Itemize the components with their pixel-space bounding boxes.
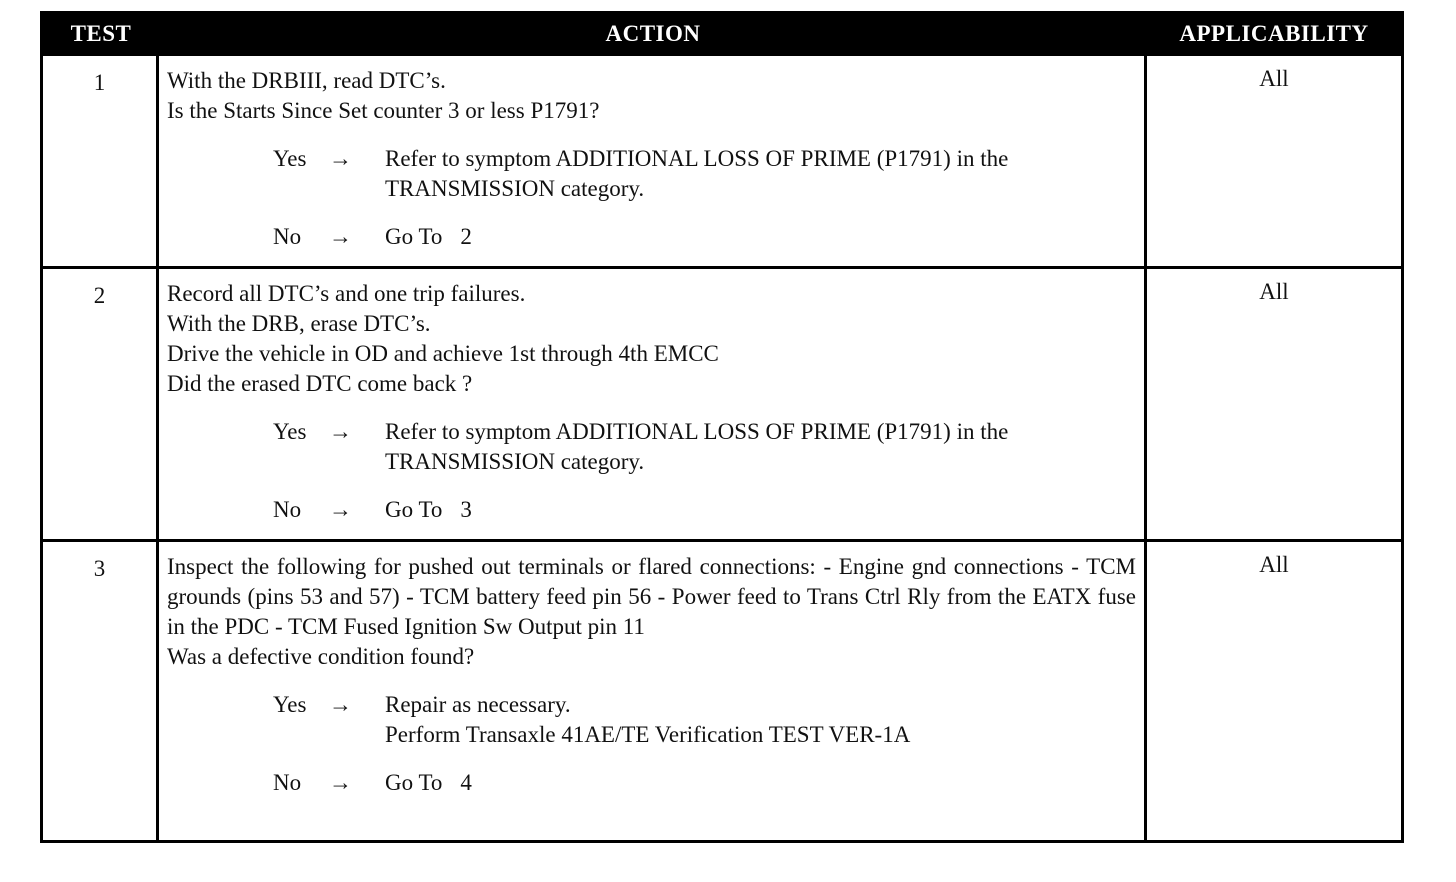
- yes-text: Refer to symptom ADDITIONAL LOSS OF PRIME (P1791) in the: [385, 419, 1009, 444]
- no-answer: [167, 222, 1136, 252]
- instruction-line: Is the Starts Since Set counter 3 or less P1791?: [167, 98, 600, 123]
- table-header: [43, 14, 1401, 53]
- arrow-icon: →: [329, 692, 352, 717]
- yes-label: Yes: [273, 692, 307, 717]
- instruction-line: Drive the vehicle in OD and achieve 1st through 4th EMCC: [167, 341, 719, 366]
- header-action: ACTION: [605, 20, 701, 46]
- yes-text: Repair as necessary.: [385, 692, 571, 717]
- diagnostic-test-table: [40, 11, 1404, 843]
- arrow-icon: →: [329, 770, 352, 795]
- yes-label: Yes: [273, 146, 307, 171]
- goto-target: 2: [460, 224, 472, 249]
- applicability-value: All: [1259, 66, 1289, 91]
- yes-label: Yes: [273, 419, 307, 444]
- arrow-icon: →: [329, 224, 352, 249]
- yes-text: Perform Transaxle 41AE/TE Verification TEST VER-1A: [385, 722, 911, 747]
- yes-text: Refer to symptom ADDITIONAL LOSS OF PRIME (P1791) in the: [385, 146, 1009, 171]
- no-label: No: [273, 770, 302, 795]
- arrow-icon: →: [329, 146, 352, 171]
- instruction-line: Did the erased DTC come back ?: [167, 371, 473, 396]
- no-label: No: [273, 497, 302, 522]
- goto-text: Go To: [385, 497, 443, 522]
- goto-text: Go To: [385, 224, 443, 249]
- inspection-paragraph: Inspect the following for pushed out terminals or flared connections: - Engine gnd connections - TCM grounds (pins 53 and 57) - TCM battery feed pin 56 - Power feed to Trans Ctrl Rly from the EATX fuse in the PDC - TCM Fused Ignition Sw Output pin 11: [167, 554, 1136, 639]
- no-answer: [167, 768, 1136, 798]
- action-cell: [159, 269, 1147, 539]
- goto-target: 4: [460, 770, 472, 795]
- yes-answer: [167, 417, 1136, 477]
- action-cell: [159, 56, 1147, 266]
- yes-answer: [167, 144, 1136, 204]
- test-number: 2: [43, 269, 159, 539]
- no-answer: [167, 495, 1136, 525]
- header-test: TEST: [70, 20, 132, 46]
- table-row: [43, 539, 1401, 840]
- table-row: [43, 266, 1401, 539]
- arrow-icon: →: [329, 419, 352, 444]
- applicability-value: All: [1259, 552, 1289, 577]
- instruction-line: Was a defective condition found?: [167, 644, 475, 669]
- instruction-line: Record all DTC’s and one trip failures.: [167, 281, 526, 306]
- goto-target: 3: [460, 497, 472, 522]
- table-row: [43, 53, 1401, 266]
- action-cell: [159, 542, 1147, 840]
- yes-answer: [167, 690, 1136, 750]
- instruction-line: With the DRB, erase DTC’s.: [167, 311, 431, 336]
- no-label: No: [273, 224, 302, 249]
- test-number: 1: [43, 56, 159, 266]
- yes-text: TRANSMISSION category.: [385, 449, 645, 474]
- test-number: 3: [43, 542, 159, 840]
- header-applicability: APPLICABILITY: [1179, 20, 1369, 46]
- instruction-line: With the DRBIII, read DTC’s.: [167, 68, 446, 93]
- arrow-icon: →: [329, 497, 352, 522]
- yes-text: TRANSMISSION category.: [385, 176, 645, 201]
- goto-text: Go To: [385, 770, 443, 795]
- applicability-value: All: [1259, 279, 1289, 304]
